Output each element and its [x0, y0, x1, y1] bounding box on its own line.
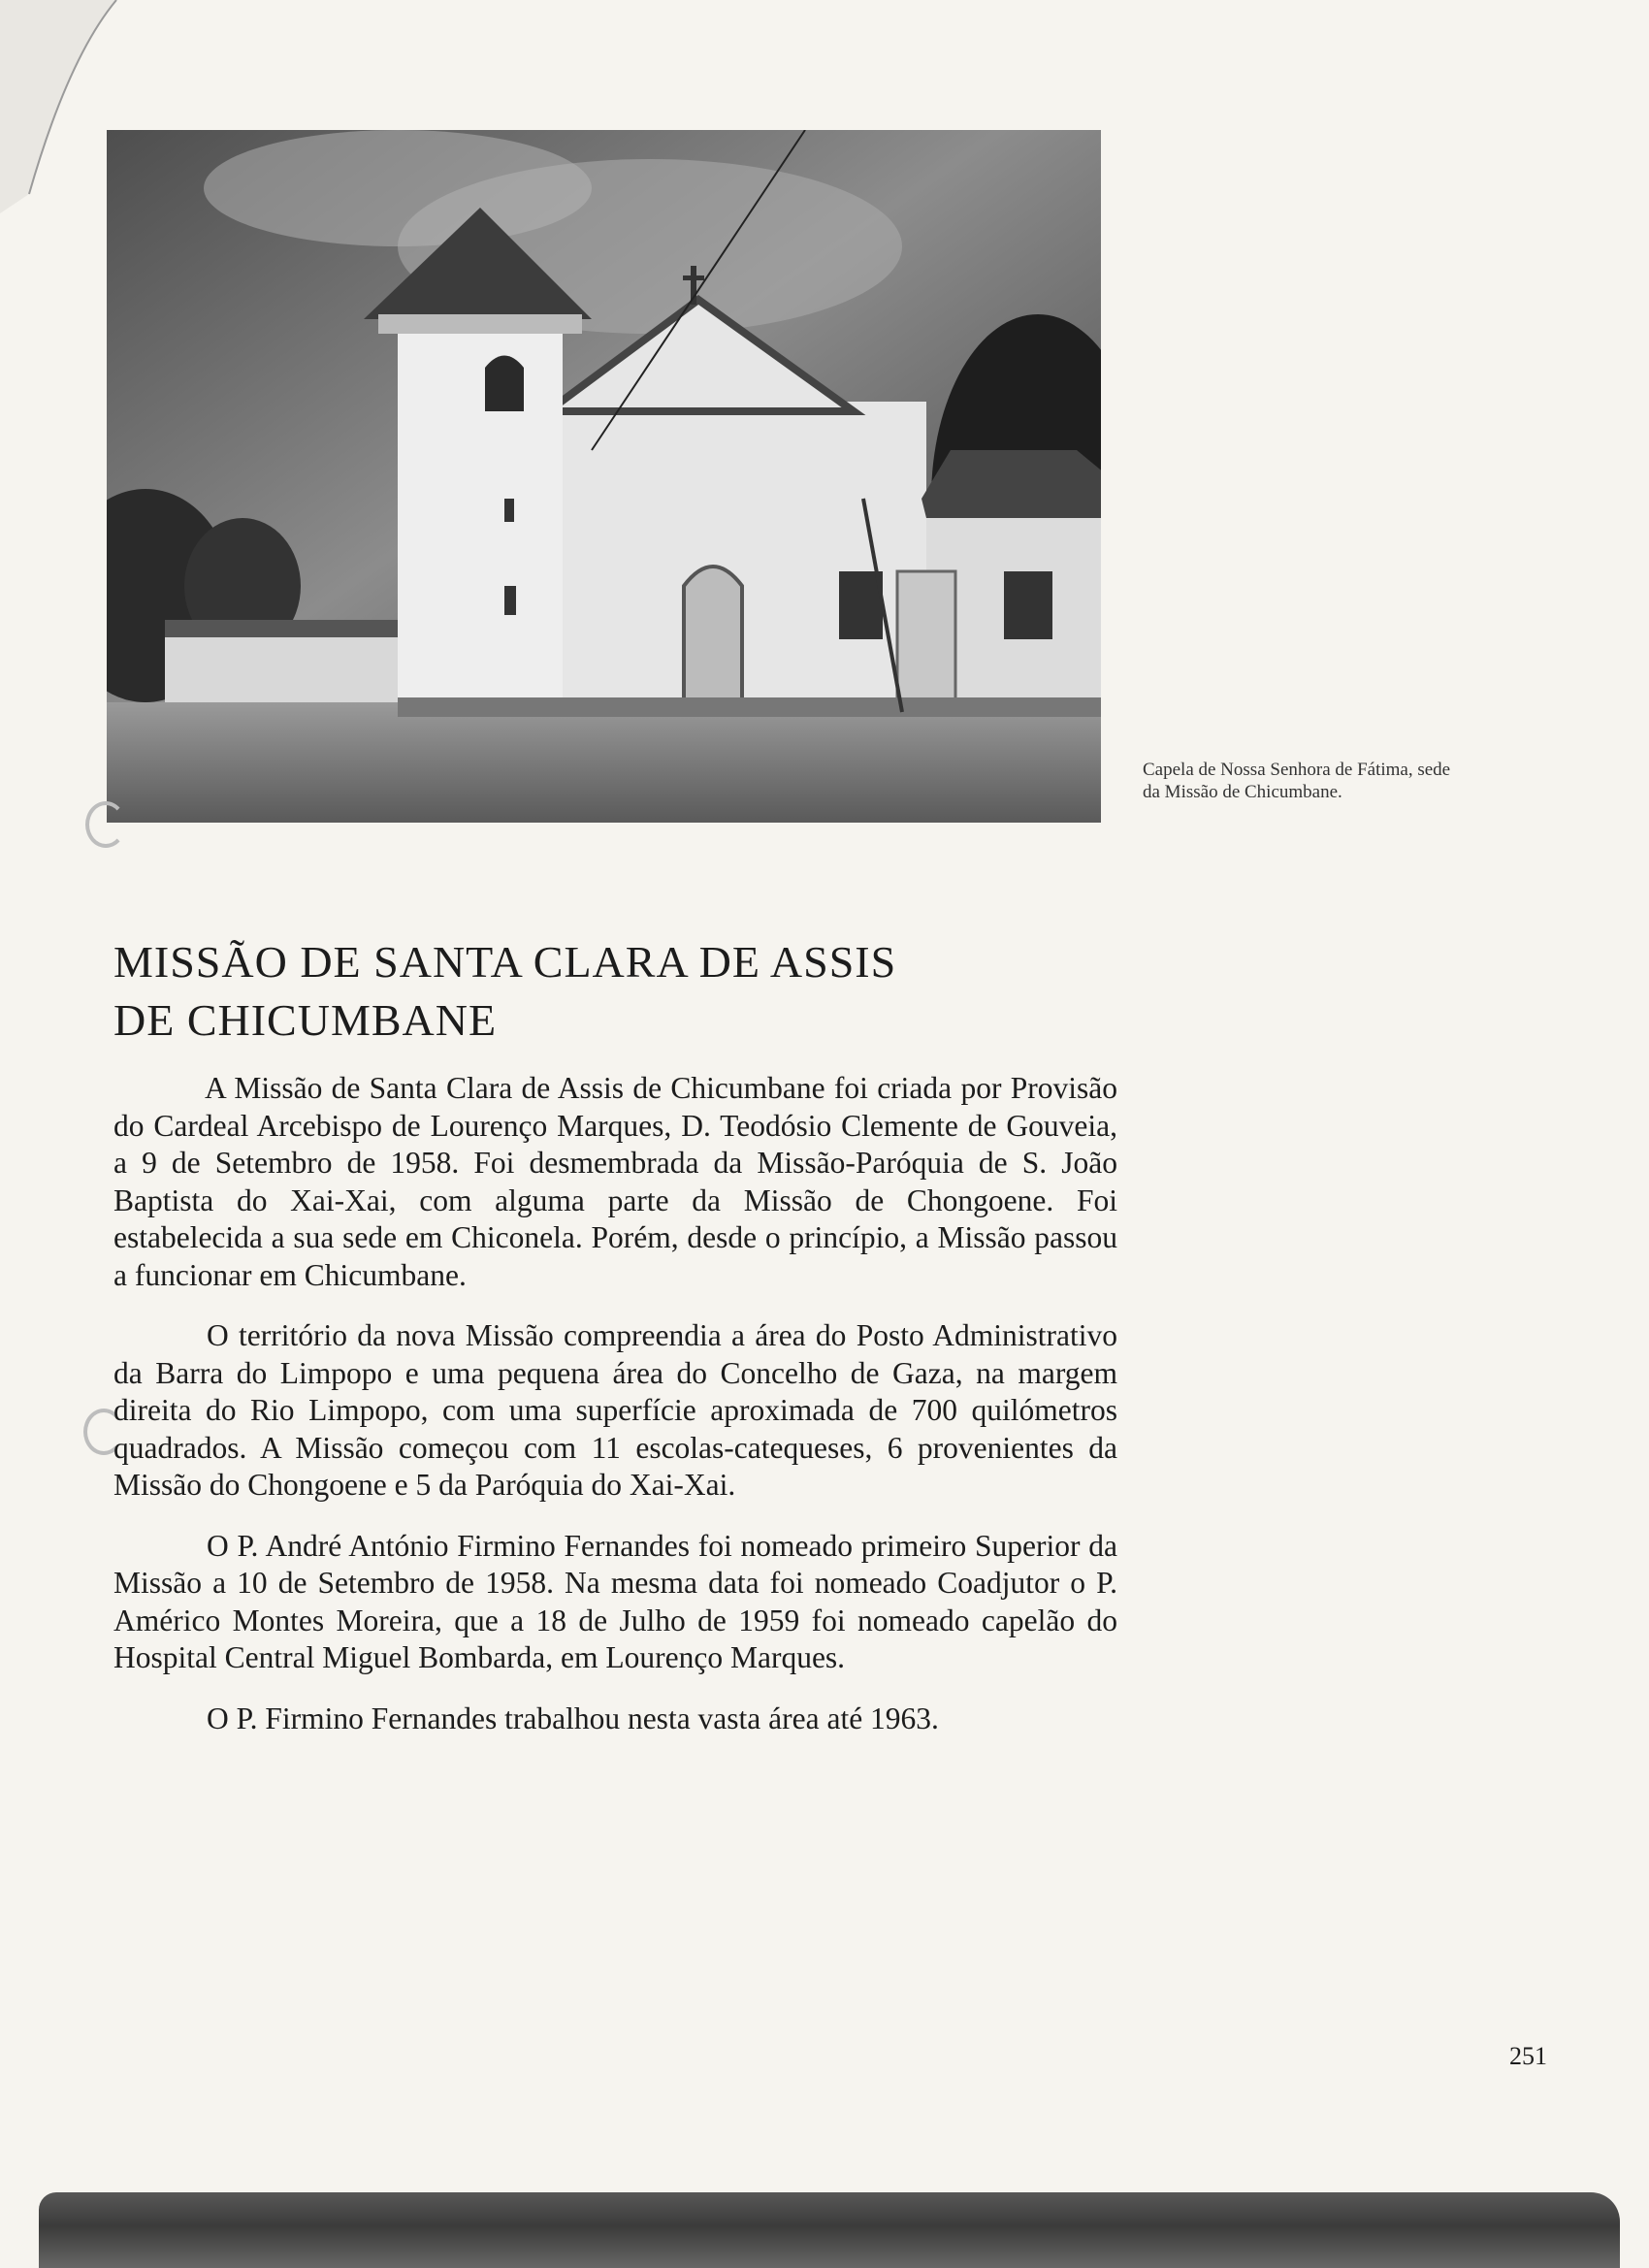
paragraph: A Missão de Santa Clara de Assis de Chicumbane foi criada por Provisão do Cardeal Arcebispo de Lourenço Marques, D. Teodósio Clemente de Gouveia, a 9 de Setembro de 1958. Foi desmembrada da Missão-Paróquia de S. João Baptista do Xai-Xai, com alguma parte da Missão de Chongoene. Foi estabelecida a sua sede em Chiconela. Porém, desde o princípio, a Missão passou a funcionar em Chicumbane. [113, 1071, 1117, 1292]
chapel-photo [107, 130, 1101, 823]
section-title [113, 933, 1132, 1050]
paragraph: O P. Firmino Fernandes trabalhou nesta vasta área até 1963. [207, 1701, 939, 1735]
paragraph: O território da nova Missão compreendia a área do Posto Administrativo da Barra do Limpopo e uma pequena área do Concelho de Gaza, na margem direita do Rio Limpopo, com uma superfície aproximada de 700 quilómetros quadrados. A Missão começou com 11 escolas-catequeses, 6 provenientes da Missão do Chongoene e 5 da Paróquia do Xai-Xai. [113, 1318, 1117, 1502]
paragraph: O P. André António Firmino Fernandes foi nomeado primeiro Superior da Missão a 10 de Setembro de 1958. Na mesma data foi nomeado Coadjutor o P. Américo Montes Moreira, que a 18 de Julho de 1959 foi nomeado capelão do Hospital Central Miguel Bombarda, em Lourenço Marques. [113, 1528, 1117, 1674]
caption-line: Capela de Nossa Senhora de Fátima, sede [1143, 760, 1451, 780]
page-number: 251 [1509, 2042, 1547, 2070]
scan-edge-shadow [39, 2192, 1620, 2268]
caption-line: da Missão de Chicumbane. [1143, 782, 1342, 802]
photo-caption [1143, 759, 1531, 803]
body-text [113, 1070, 1117, 1761]
title-line: DE CHICUMBANE [113, 995, 498, 1045]
title-line: MISSÃO DE SANTA CLARA DE ASSIS [113, 937, 897, 987]
punch-hole-mark [85, 801, 126, 848]
